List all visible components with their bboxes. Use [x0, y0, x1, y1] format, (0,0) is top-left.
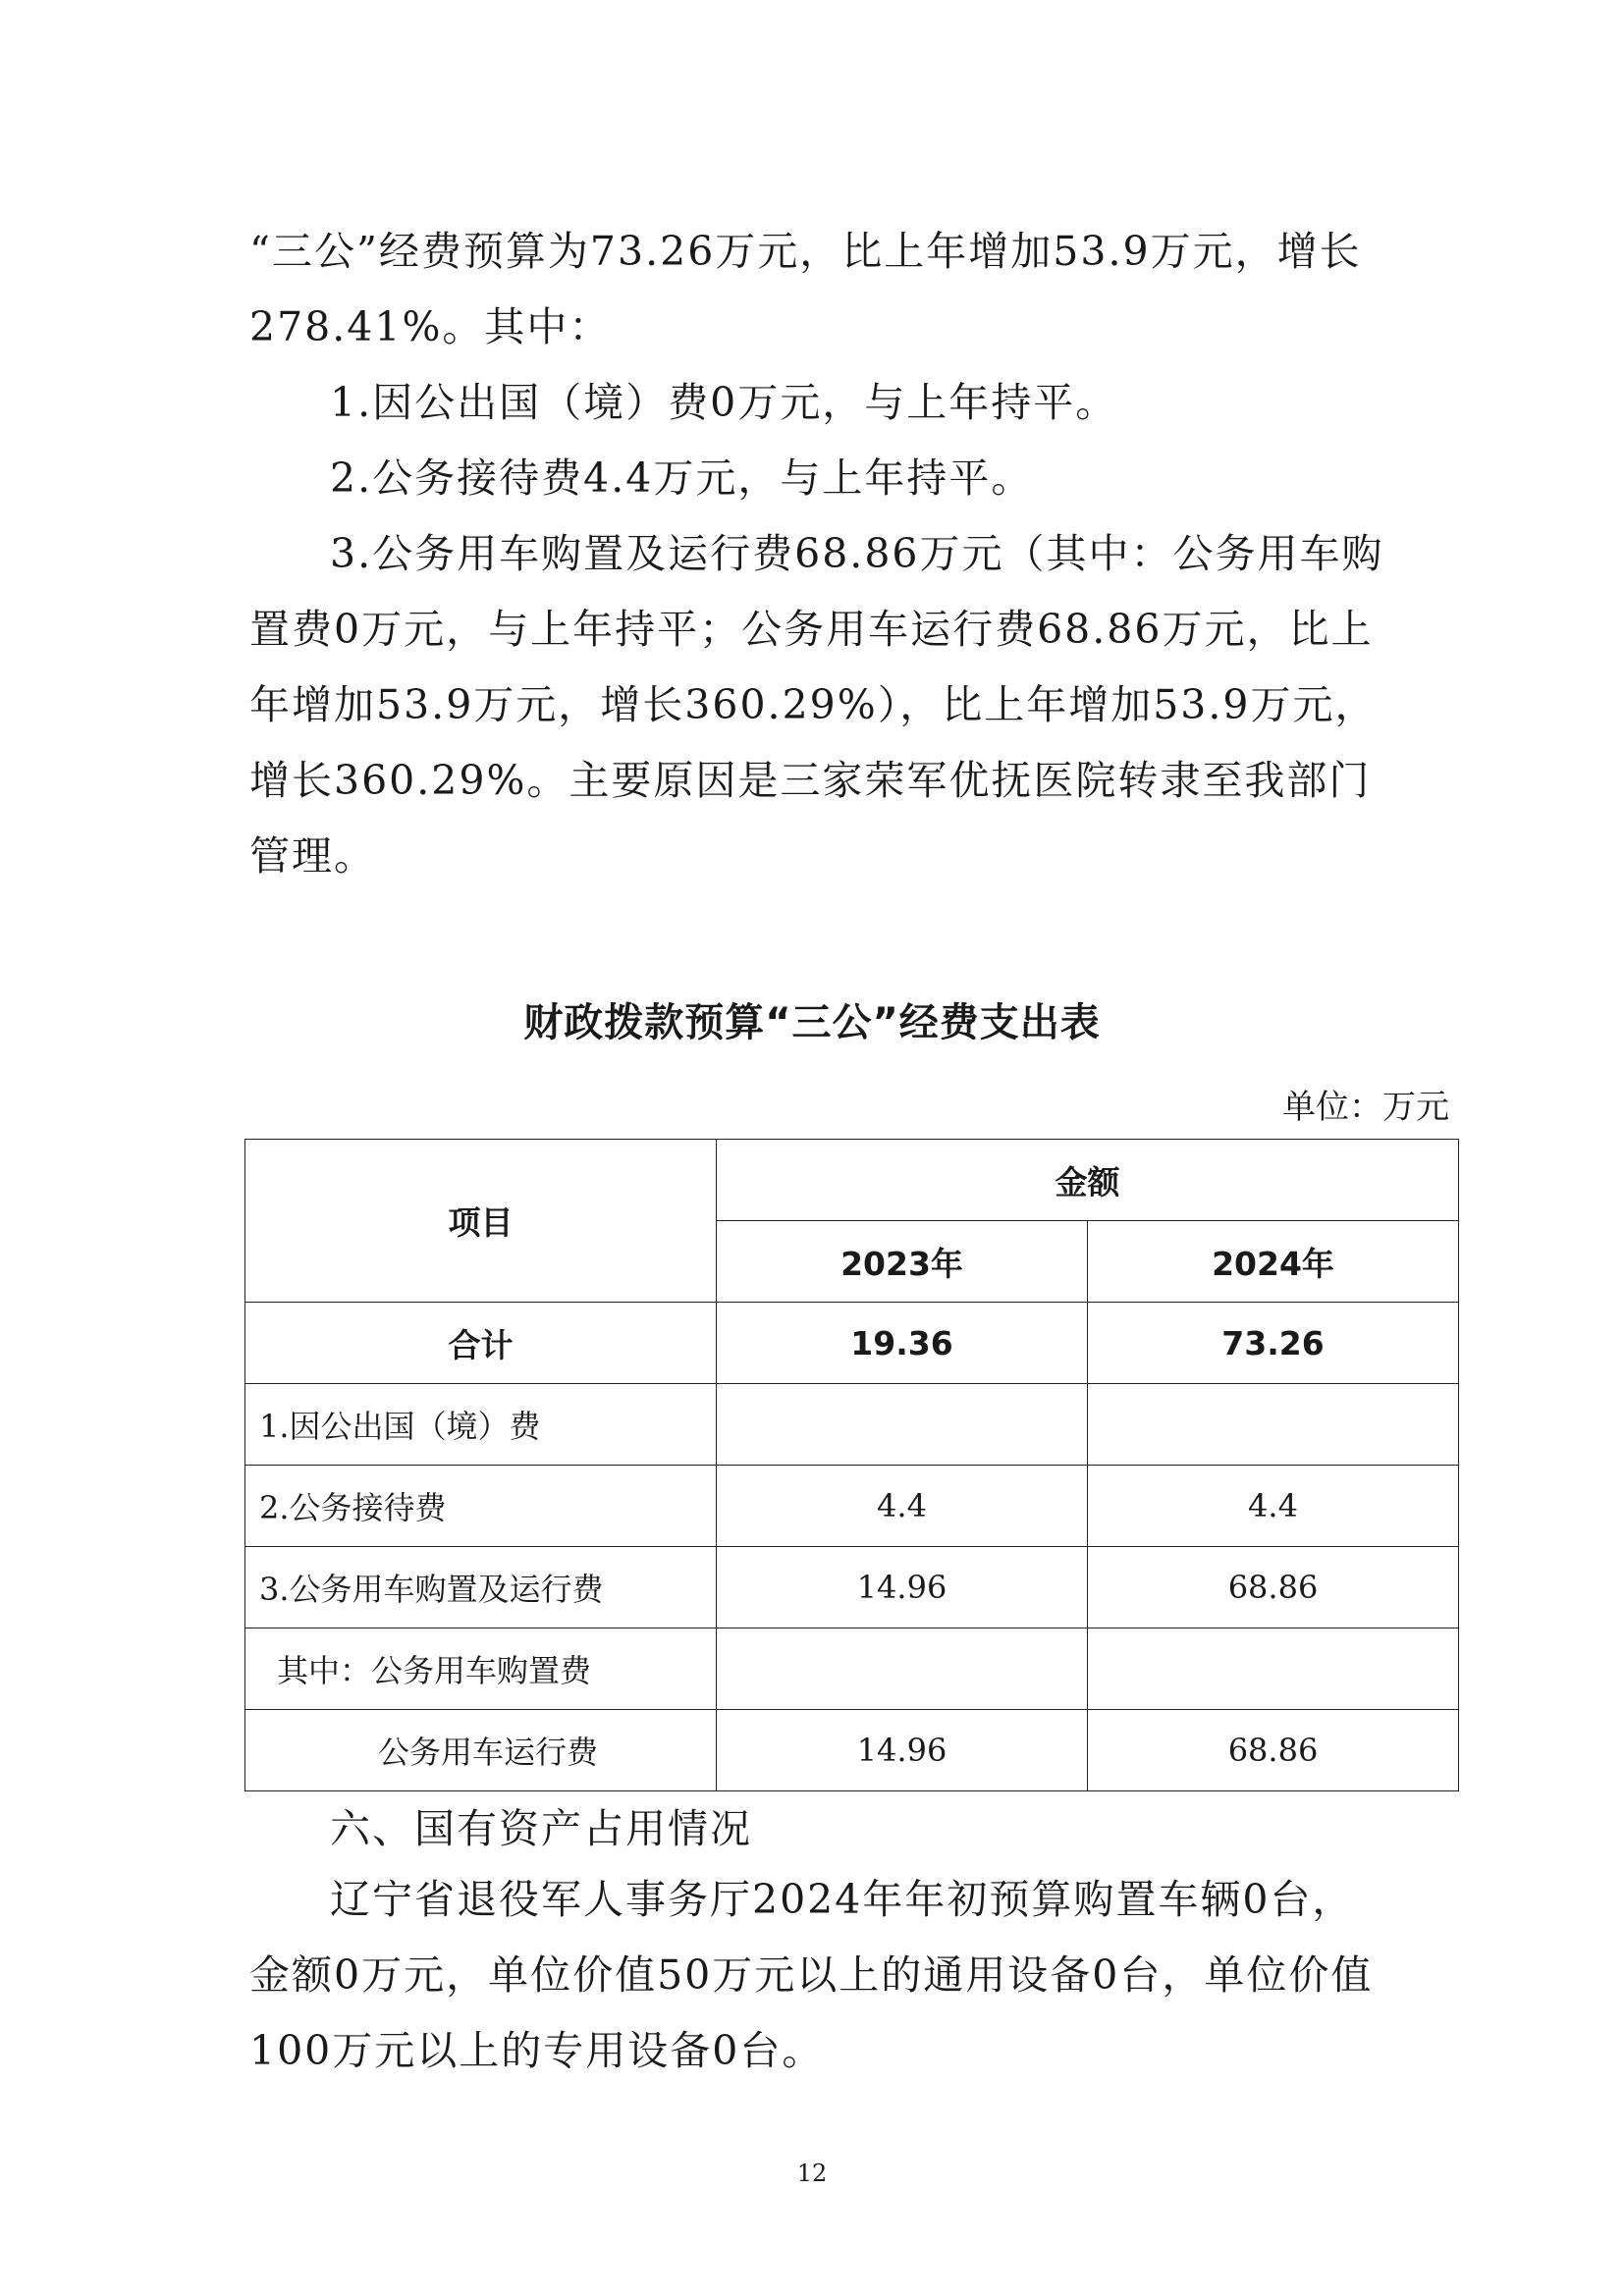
section6-body [249, 1862, 1388, 2089]
row-label: 公务用车运行费 [245, 1710, 717, 1791]
table-row [245, 1547, 1459, 1629]
row-value-2024: 4.4 [1088, 1466, 1459, 1547]
header-year-2024: 2024年 [1088, 1221, 1459, 1303]
row-value-2023: 4.4 [717, 1466, 1088, 1547]
row-value-2023: 14.96 [717, 1547, 1088, 1629]
page-number: 12 [796, 2160, 828, 2187]
row-value-2024: 68.86 [1088, 1547, 1459, 1629]
header-item: 项目 [245, 1140, 717, 1303]
row-value-2023 [717, 1629, 1088, 1710]
header-amount: 金额 [717, 1140, 1459, 1221]
row-value-2023 [717, 1384, 1088, 1466]
header-year-2023: 2023年 [717, 1221, 1088, 1303]
row-value-2024 [1088, 1629, 1459, 1710]
section-heading: 六、国有资产占用情况 [330, 1805, 752, 1852]
intro-item-1: 1.因公出国（境）费0万元，与上年持平。 [330, 379, 1118, 426]
table-unit: 单位：万元 [1282, 1088, 1449, 1127]
row-value-2023: 19.36 [717, 1303, 1088, 1384]
row-label: 2.公务接待费 [245, 1466, 717, 1547]
table-row [245, 1466, 1459, 1547]
row-value-2024: 73.26 [1088, 1303, 1459, 1384]
intro-section [249, 214, 1388, 894]
intro-paragraph: “三公”经费预算为73.26万元，比上年增加53.9万元，增长278.41%。其中： [249, 228, 1362, 350]
table-row [245, 1710, 1459, 1791]
table-row [245, 1629, 1459, 1710]
table-row [245, 1384, 1459, 1466]
row-label: 其中：公务用车购置费 [245, 1629, 717, 1710]
intro-item-2: 2.公务接待费4.4万元，与上年持平。 [330, 454, 1034, 502]
row-label: 1.因公出国（境）费 [245, 1384, 717, 1466]
row-value-2024: 68.86 [1088, 1710, 1459, 1791]
table-title: 财政拨款预算“三公”经费支出表 [523, 1000, 1101, 1045]
row-value-2024 [1088, 1384, 1459, 1466]
table-row-total [245, 1303, 1459, 1384]
intro-item-3: 3.公务用车购置及运行费68.86万元（其中：公务用车购置费0万元，与上年持平；公务用车运行费68.86万元，比上年增加53.9万元，增长360.29%），比上年增加53.9万元，增长360.29%。主要原因是三家荣军优抚医院转隶至我部门管理。 [249, 530, 1384, 880]
row-label: 3.公务用车购置及运行费 [245, 1547, 717, 1629]
budget-table [244, 1139, 1459, 1791]
row-label: 合计 [245, 1303, 717, 1384]
row-value-2023: 14.96 [717, 1710, 1088, 1791]
section6-paragraph: 辽宁省退役军人事务厅2024年年初预算购置车辆0台，金额0万元，单位价值50万元以上的通用设备0台，单位价值100万元以上的专用设备0台。 [249, 1876, 1374, 2074]
